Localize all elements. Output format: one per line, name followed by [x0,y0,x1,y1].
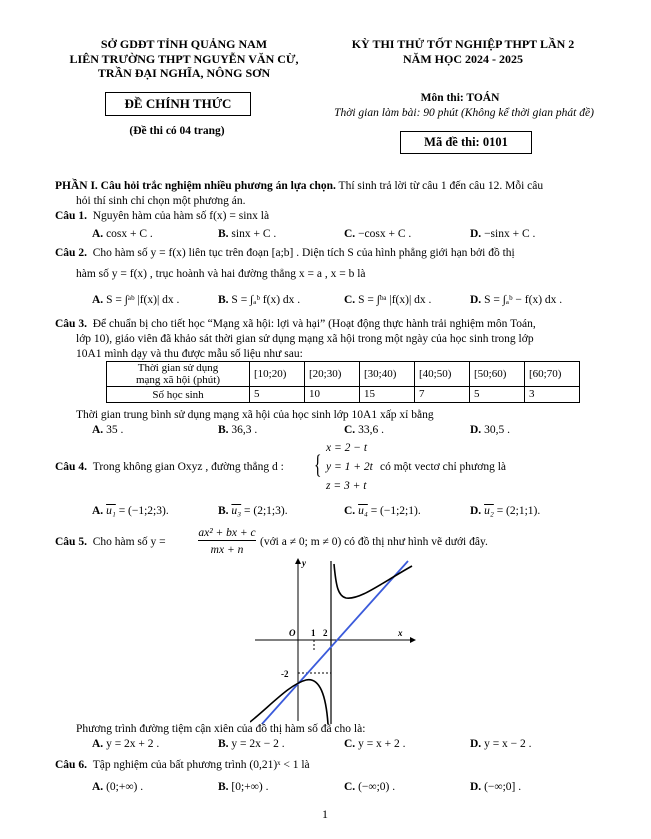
option-text: S = ∫ₐᵇ f(x) dx . [231,294,301,306]
q4-eq-z: z = 3 + t [326,480,367,492]
option-letter: A. [92,424,104,436]
q6-text: Tập nghiệm của bất phương trình (0,21)ˣ < 1 là [92,759,310,771]
table-row [107,387,580,403]
q6-option-b[interactable] [218,781,268,794]
option-letter: B. [218,781,229,793]
subject: Môn thi: TOÁN [420,92,500,104]
option-letter: C. [344,424,356,436]
q5-label: Câu 5. [55,536,87,548]
q1-stem [55,210,269,223]
q4-option-a[interactable] [92,505,169,518]
q2-option-c[interactable] [344,294,431,307]
q4-option-b[interactable] [218,505,288,518]
q5-graph [250,556,420,726]
q3-line1: Để chuẩn bị cho tiết học “Mạng xã hội: lợi và hại” (Hoạt động thực hành trải nghiệm môn Toán, [92,318,536,330]
option-letter: A. [92,505,104,517]
q2-line1: Cho hàm số y = f(x) liên tục trên đoạn [a;b] . Diện tích S của hình phẳng giới hạn bởi đồ thị [92,247,515,259]
option-letter: A. [92,781,104,793]
vector-symbol: u₃ [231,505,242,517]
q5-stem [55,536,166,549]
q1-option-b[interactable] [218,228,276,241]
q6-option-a[interactable] [92,781,143,794]
vector-symbol: u₄ [358,505,368,517]
option-text: cosx + C . [106,228,153,240]
option-letter: C. [344,505,356,517]
x-axis-label: x [398,628,403,638]
vector-symbol: u₁ [106,505,116,517]
q3-option-c[interactable] [344,424,384,437]
option-letter: B. [218,424,229,436]
q5-option-c[interactable] [344,738,406,751]
q1-label: Câu 1. [55,210,87,222]
q4-stem [55,461,284,474]
q6-stem [55,759,310,772]
part1-heading [55,180,543,193]
option-letter: A. [92,294,104,306]
table-cell: [20;30) [305,362,360,387]
option-letter: C. [344,738,356,750]
exam-title: KỲ THI THỬ TỐT NGHIỆP THPT LẦN 2 [351,37,575,51]
q5-numerator: ax² + bx + c [198,527,256,541]
option-text: 35 . [106,424,124,436]
q2-label: Câu 2. [55,247,87,259]
table-header-line: mạng xã hội (phút) [135,374,220,386]
option-text: 33,6 . [358,424,384,436]
option-text: S = ∫ₐᵇ − f(x) dx . [484,294,563,306]
option-text: (−∞;0] . [484,781,522,793]
option-text: (0;+∞) . [106,781,144,793]
q2-option-a[interactable] [92,294,179,307]
header-school-1: LIÊN TRƯỜNG THPT NGUYỄN VĂN CỪ, [69,52,299,66]
table-cell: [40;50) [415,362,470,387]
q1-option-a[interactable] [92,228,153,241]
school-year: NĂM HỌC 2024 - 2025 [403,52,523,66]
curve-left-branch [250,680,328,724]
table-cell: 7 [415,387,470,403]
option-text: (−∞;0) . [358,781,396,793]
q4-text-before: Trong không gian Oxyz , đường thẳng d : [92,461,284,473]
tick-label-2: 2 [323,628,328,638]
option-text: sinx + C . [231,228,277,240]
option-text: [0;+∞) . [231,781,269,793]
option-text: y = 2x − 2 . [231,738,285,750]
q1-option-d[interactable] [470,228,535,241]
q1-option-c[interactable] [344,228,411,241]
q4-label: Câu 4. [55,461,87,473]
q6-option-c[interactable] [344,781,395,794]
part1-instruction-1: Thí sinh trả lời từ câu 1 đến câu 12. Mỗi câu [335,180,544,192]
option-letter: D. [470,738,482,750]
table-cell: 10 [305,387,360,403]
q6-option-d[interactable] [470,781,521,794]
vector-symbol: u₂ [484,505,494,517]
table-header-count: Số học sinh [107,387,250,403]
part1-instruction-2: hỏi thí sinh chỉ chọn một phương án. [76,195,246,207]
option-letter: D. [470,228,482,240]
option-letter: C. [344,228,356,240]
header-school-2: TRẦN ĐẠI NGHĨA, NÔNG SƠN [97,66,271,80]
y-axis-arrow-icon [295,558,301,564]
table-cell: 3 [525,387,580,403]
option-letter: D. [470,294,482,306]
y-axis-label: y [302,558,306,568]
q5-text-before: Cho hàm số y = [92,536,166,548]
option-letter: A. [92,228,104,240]
q2-option-d[interactable] [470,294,562,307]
exam-code-box: Mã đề thi: 0101 [400,131,532,154]
q3-question: Thời gian trung bình sử dụng mạng xã hội của học sinh lớp 10A1 xấp xỉ bằng [76,409,434,421]
q4-text-after: có một vectơ chỉ phương là [380,461,507,473]
x-axis-arrow-icon [410,637,416,643]
table-cell: 5 [470,387,525,403]
q1-text: Nguyên hàm của hàm số f(x) = sinx là [92,210,270,222]
q2-option-b[interactable] [218,294,300,307]
option-letter: C. [344,294,356,306]
option-letter: D. [470,424,482,436]
frequency-table [106,361,580,403]
q6-label: Câu 6. [55,759,87,771]
table-cell: 5 [250,387,305,403]
option-letter: B. [218,294,229,306]
table-cell: 15 [360,387,415,403]
q2-line2: hàm số y = f(x) , trục hoành và hai đường thẳng x = a , x = b là [76,268,366,280]
pages-note: (Đề thi có 04 trang) [129,125,225,137]
part1-title: PHẦN I. Câu hỏi trắc nghiệm nhiều phương án lựa chọn. [55,180,336,192]
q5-denominator: mx + n [210,544,244,556]
brace-icon: { [314,450,322,479]
oblique-asymptote [262,561,408,724]
q5-question: Phương trình đường tiệm cận xiên của đồ thị hàm số đã cho là: [76,723,366,735]
q5-option-b[interactable] [218,738,285,751]
option-letter: B. [218,738,229,750]
q3-line3: 10A1 mình dạy và thu được mẫu số liệu như sau: [76,348,303,360]
header-dept: SỞ GDĐT TỈNH QUẢNG NAM [100,37,268,51]
option-letter: D. [470,781,482,793]
q2-stem [55,247,515,260]
q3-option-d[interactable] [470,424,510,437]
tick-label-1: 1 [311,628,316,638]
q4-option-d[interactable] [470,505,540,518]
q4-eq-x: x = 2 − t [326,442,368,454]
q3-stem [55,318,536,331]
option-text: y = x − 2 . [484,738,532,750]
option-text: 30,5 . [484,424,510,436]
tick-label-neg2: -2 [281,669,289,679]
official-exam-box: ĐỀ CHÍNH THỨC [105,92,251,116]
q3-label: Câu 3. [55,318,87,330]
q5-option-d[interactable] [470,738,532,751]
table-header-line: Thời gian sử dụng [137,362,219,374]
q3-option-b[interactable] [218,424,257,437]
option-letter: A. [92,738,104,750]
q4-eq-y: y = 1 + 2t [326,461,373,473]
option-letter: D. [470,505,482,517]
table-row [107,362,580,387]
page-number: 1 [322,807,328,821]
table-header-time [107,362,250,387]
table-cell: [10;20) [250,362,305,387]
q3-option-a[interactable] [92,424,123,437]
option-text: = (−1;2;1). [367,505,421,517]
time-note: Thời gian làm bài: 90 phút (Không kể thời gian phát đề) [334,107,594,119]
table-cell: [60;70) [525,362,580,387]
q4-option-c[interactable] [344,505,421,518]
option-text: −cosx + C . [358,228,412,240]
origin-label: O [289,628,296,638]
option-letter: B. [218,505,229,517]
table-cell: [30;40) [360,362,415,387]
option-text: −sinx + C . [484,228,536,240]
option-text: y = x + 2 . [358,738,406,750]
option-text: y = 2x + 2 . [106,738,160,750]
option-text: = (2;1;1). [493,505,541,517]
option-text: = (2;1;3). [241,505,288,517]
option-letter: B. [218,228,229,240]
q5-option-a[interactable] [92,738,159,751]
option-text: 36,3 . [231,424,258,436]
option-text: S = ∫ᵃᵇ |f(x)| dx . [106,294,180,306]
option-letter: C. [344,781,356,793]
table-cell: [50;60) [470,362,525,387]
option-text: S = ∫ᵇᵃ |f(x)| dx . [358,294,432,306]
option-text: = (−1;2;3). [115,505,169,517]
q3-line2: lớp 10), giáo viên đã khảo sát thời gian sử dụng mạng xã hội trong một ngày của học sinh trong lớp [76,333,534,345]
q5-text-after: (với a ≠ 0; m ≠ 0) có đồ thị như hình vẽ dưới đây. [260,536,488,548]
